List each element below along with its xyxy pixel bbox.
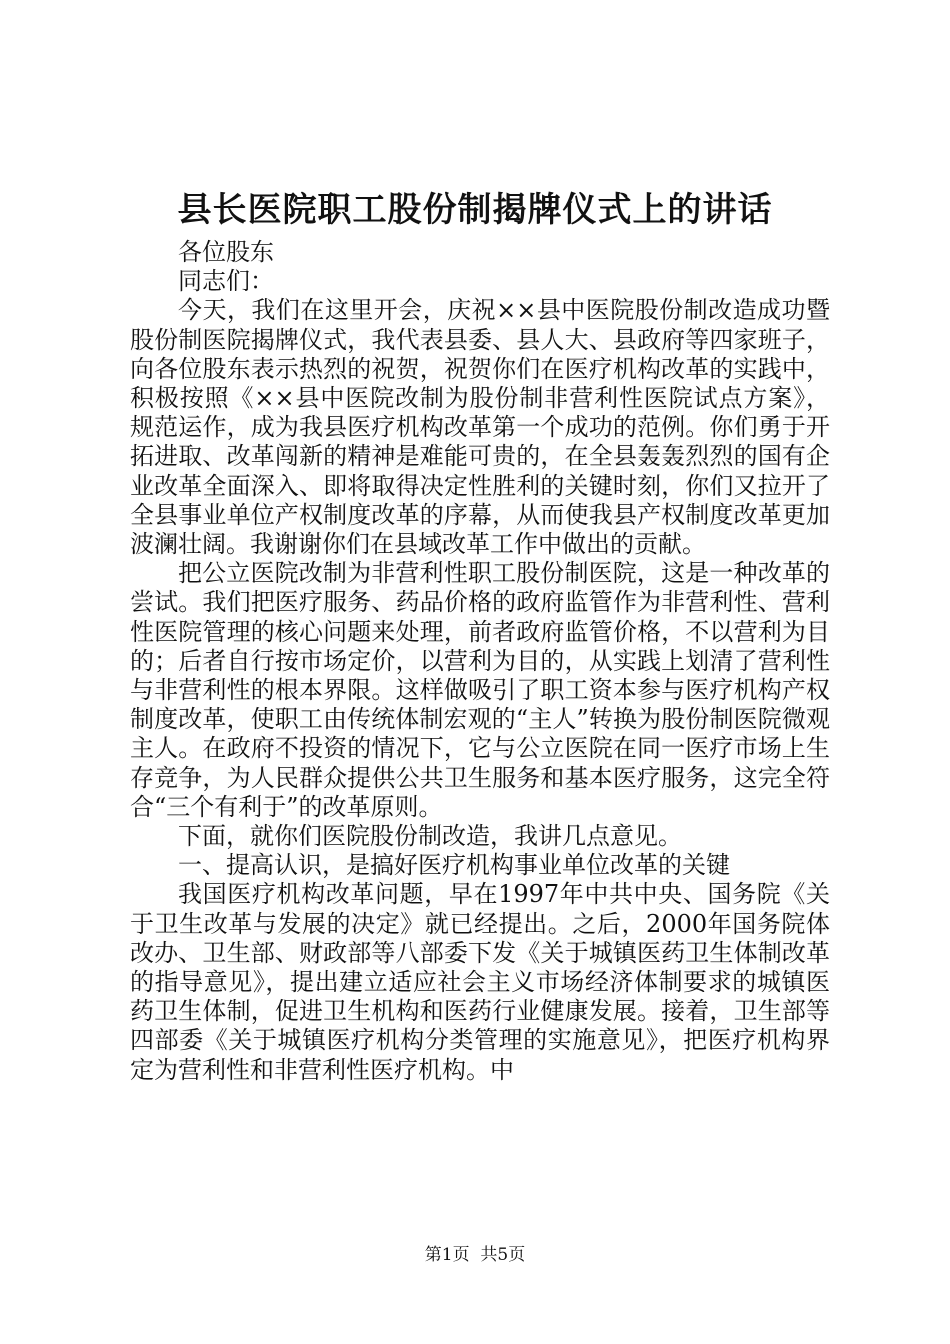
document-body bbox=[130, 238, 830, 1085]
salutation-line: 同志们： bbox=[178, 267, 274, 296]
body-paragraph: 我国医疗机构改革问题，早在1997年中共中央、国务院《关于卫生改革与发展的决定》就已经提出。之后，2000年国务院体改办、卫生部、财政部等八部委下发《关于城镇医药卫生体制改革的指导意见》，提出建立适应社会主义市场经济体制要求的城镇医药卫生体制，促进卫生机构和医药行业健康发展。接着，卫生部等四部委《关于城镇医疗机构分类管理的实施意见》，把医疗机构界定为营利性和非营利性医疗机构。中 bbox=[130, 880, 830, 1084]
body-paragraph: 下面，就你们医院股份制改造，我讲几点意见。 bbox=[178, 822, 682, 851]
body-paragraph: 今天，我们在这里开会，庆祝××县中医院股份制改造成功暨股份制医院揭牌仪式，我代表县委、县人大、县政府等四家班子，向各位股东表示热烈的祝贺，祝贺你们在医疗机构改革的实践中，积极按照《××县中医院改制为股份制非营利性医院试点方案》，规范运作，成为我县医疗机构改革第一个成功的范例。你们勇于开拓进取、改革闯新的精神是难能可贵的，在全县轰轰烈烈的国有企业改革全面深入、即将取得决定性胜利的关键时刻，你们又拉开了全县事业单位产权制度改革的序幕，从而使我县产权制度改革更加波澜壮阔。我谢谢你们在县域改革工作中做出的贡献。 bbox=[130, 296, 830, 559]
document-title: 县长医院职工股份制揭牌仪式上的讲话 bbox=[177, 190, 773, 230]
salutation-line: 各位股东 bbox=[178, 238, 274, 266]
body-paragraph: 把公立医院改制为非营利性职工股份制医院，这是一种改革的尝试。我们把医疗服务、药品价格的政府监管作为非营利性、营利性医院管理的核心问题来处理，前者政府监管价格，不以营利为目的；后者自行按市场定价，以营利为目的，从实践上划清了营利性与非营利性的根本界限。这样做吸引了职工资本参与医疗机构产权制度改革，使职工由传统体制宏观的“主人”转换为股份制医院微观主人。在政府不投资的情况下，它与公立医院在同一医疗市场上生存竞争，为人民群众提供公共卫生服务和基本医疗服务，这完全符合“三个有利于”的改革原则。 bbox=[130, 559, 830, 821]
section-heading: 一、提高认识，是搞好医疗机构事业单位改革的关键 bbox=[178, 851, 730, 880]
page-footer: 第1页 共5页 bbox=[424, 1245, 526, 1265]
